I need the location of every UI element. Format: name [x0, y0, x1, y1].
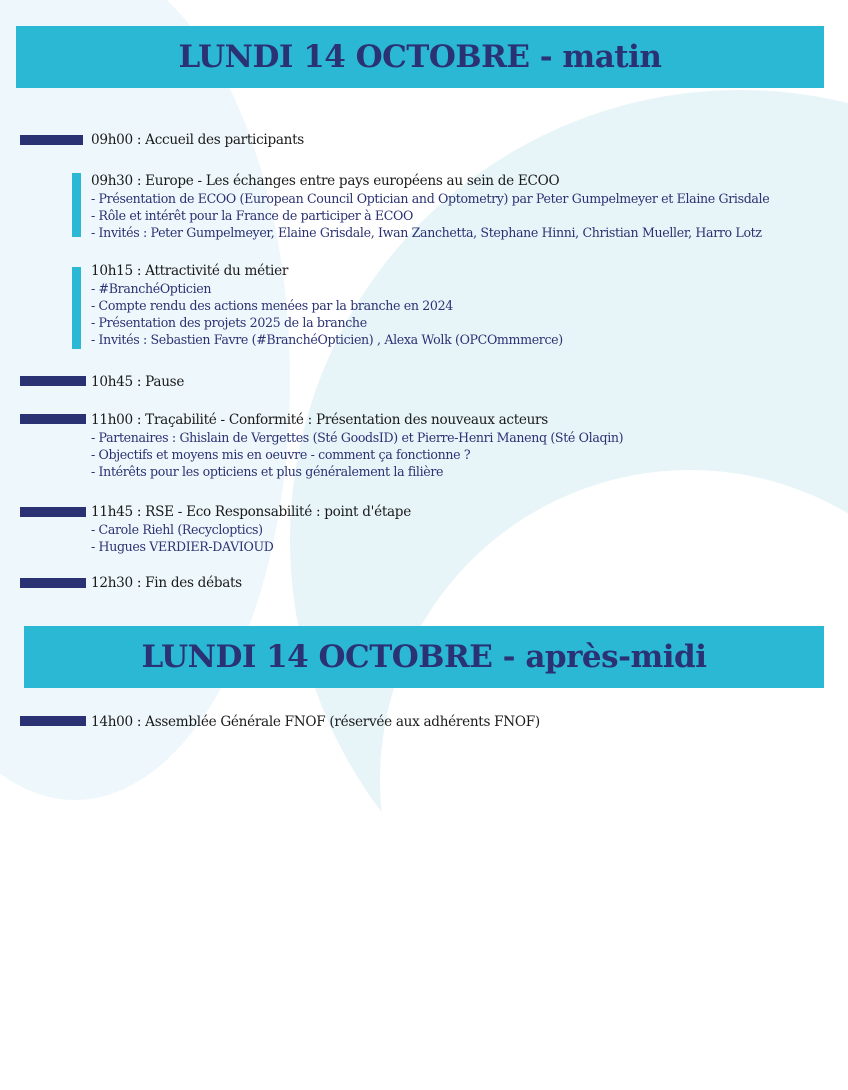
agenda-item-1145: [91, 503, 831, 555]
dash-marker: [20, 578, 86, 588]
dash-marker: [20, 507, 86, 517]
dash-marker: [20, 414, 86, 424]
item-detail: - Présentation de ECOO (European Council Optician and Optometry) par Peter Gumpelmeyer et Elaine Grisdale: [91, 191, 770, 206]
item-time: 09h00 : Accueil des participants: [91, 132, 304, 148]
item-time: 12h30 : Fin des débats: [91, 575, 242, 591]
agenda-item-1045: [91, 373, 831, 391]
item-detail: - #BranchéOpticien: [91, 281, 212, 296]
agenda-item-1230: [91, 574, 831, 592]
vertical-bar-marker: [72, 173, 81, 237]
item-time: 10h45 : Pause: [91, 374, 185, 390]
dash-marker: [20, 135, 83, 145]
vertical-bar-marker: [72, 267, 81, 349]
item-time: 10h15 : Attractivité du métier: [91, 263, 289, 279]
agenda-item-1015: [91, 262, 831, 348]
agenda-item-1400: [91, 713, 831, 731]
item-detail: - Présentation des projets 2025 de la branche: [91, 315, 367, 330]
morning-title: LUNDI 14 OCTOBRE - matin: [178, 39, 662, 75]
item-time: 11h00 : Traçabilité - Conformité : Présentation des nouveaux acteurs: [91, 412, 548, 428]
item-detail: - Objectifs et moyens mis en oeuvre - comment ça fonctionne ?: [91, 447, 471, 462]
dash-marker: [20, 376, 86, 386]
agenda-item-0930: [91, 172, 831, 241]
item-detail: - Hugues VERDIER-DAVIOUD: [91, 539, 274, 554]
item-time: 09h30 : Europe - Les échanges entre pays européens au sein de ECOO: [91, 173, 560, 189]
afternoon-title: LUNDI 14 OCTOBRE - après-midi: [141, 639, 707, 675]
item-detail: - Partenaires : Ghislain de Vergettes (Sté GoodsID) et Pierre-Henri Manenq (Sté Olaqin): [91, 430, 624, 445]
agenda-item-0900: [91, 131, 831, 149]
item-time: 11h45 : RSE - Eco Responsabilité : point d'étape: [91, 504, 411, 520]
item-detail: - Rôle et intérêt pour la France de participer à ECOO: [91, 208, 413, 223]
afternoon-banner: [24, 626, 824, 688]
item-detail: - Compte rendu des actions menées par la branche en 2024: [91, 298, 453, 313]
item-detail: - Invités : Sebastien Favre (#BranchéOpticien) , Alexa Wolk (OPCOmmmerce): [91, 332, 563, 347]
item-detail: - Invités : Peter Gumpelmeyer, Elaine Grisdale, Iwan Zanchetta, Stephane Hinni, Christian Mueller, Harro Lotz: [91, 225, 762, 240]
item-detail: - Intérêts pour les opticiens et plus généralement la filière: [91, 464, 444, 479]
agenda-item-1100: [91, 411, 831, 480]
item-detail: - Carole Riehl (Recycloptics): [91, 522, 263, 537]
dash-marker: [20, 716, 86, 726]
item-time: 14h00 : Assemblée Générale FNOF (réservée aux adhérents FNOF): [91, 714, 540, 730]
morning-banner: [16, 26, 824, 88]
